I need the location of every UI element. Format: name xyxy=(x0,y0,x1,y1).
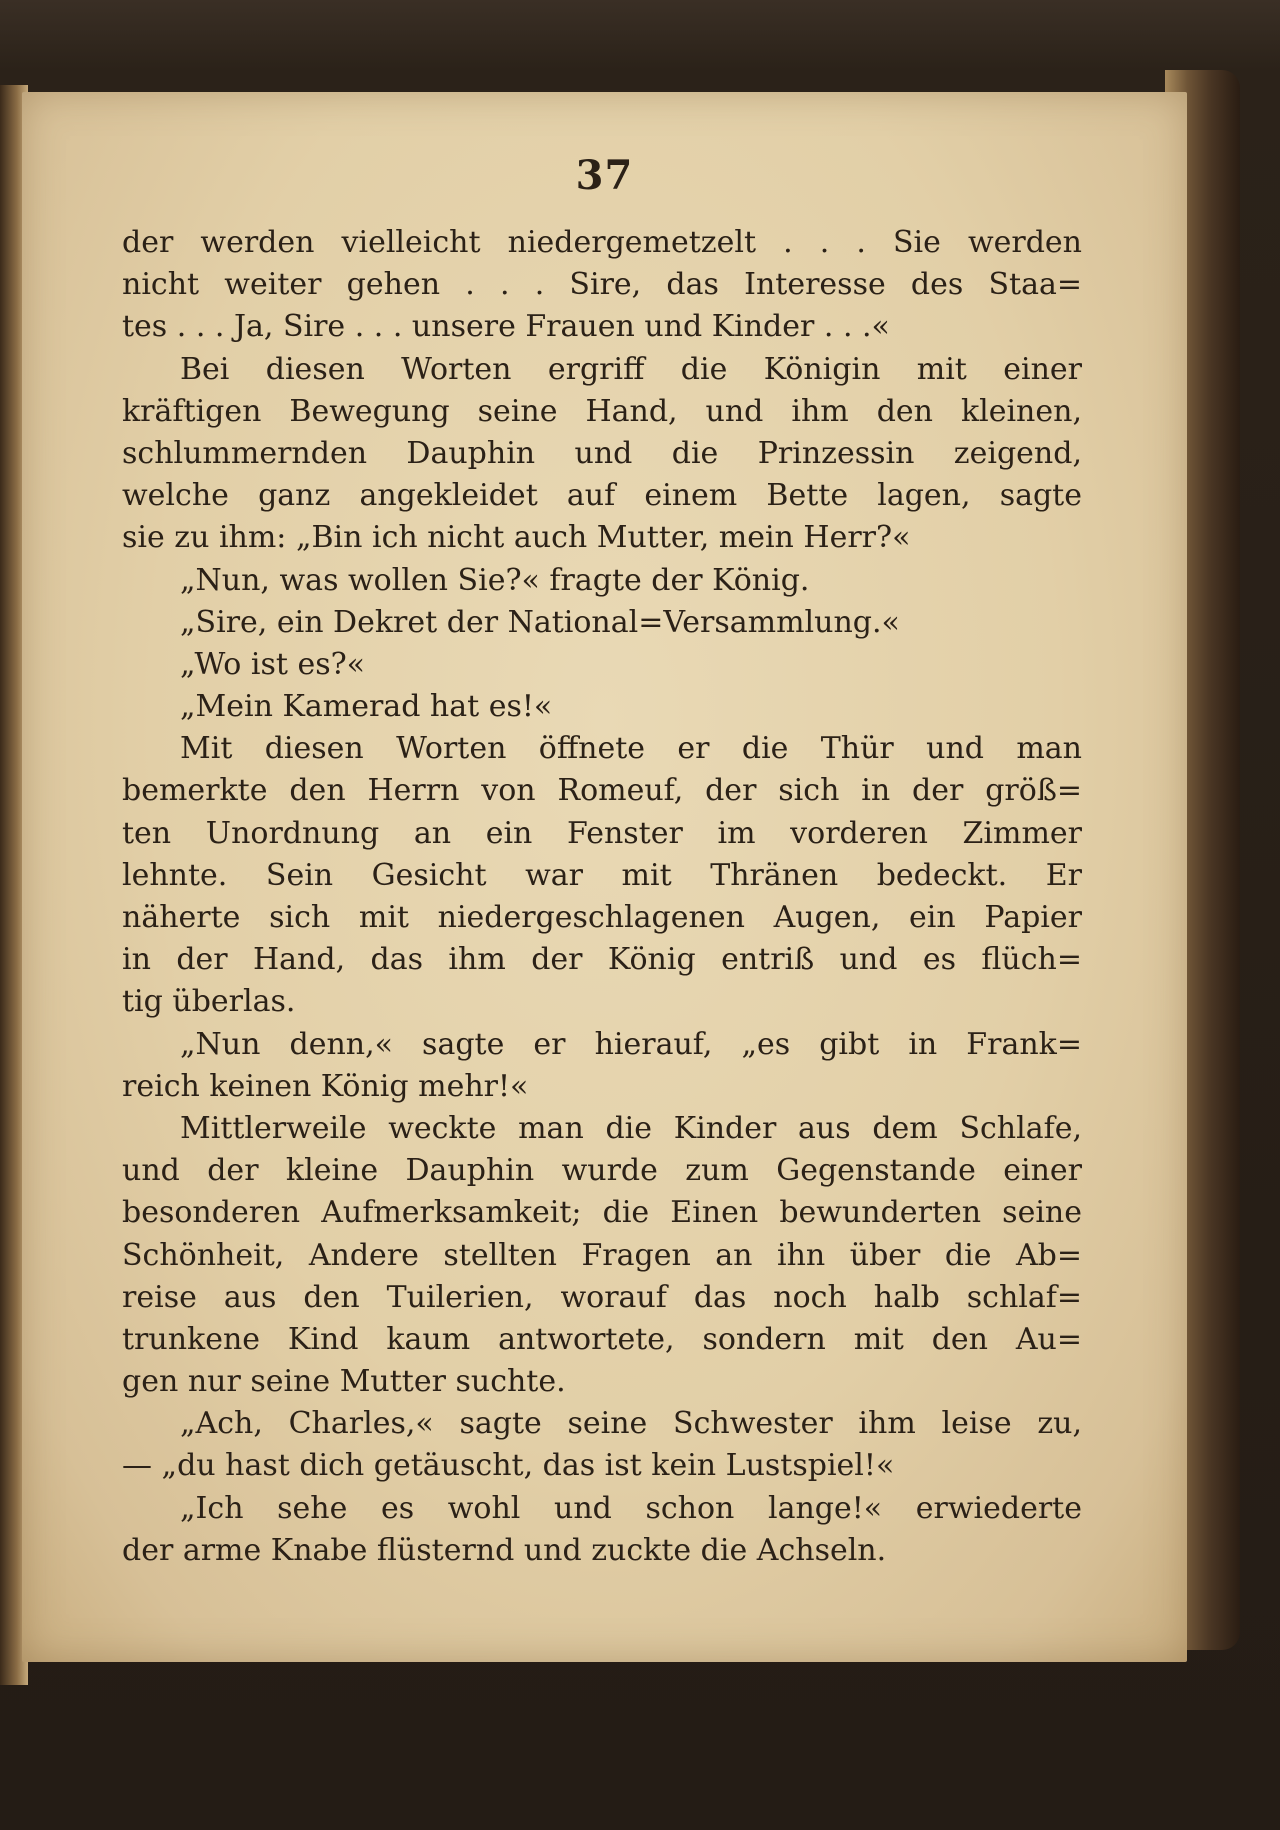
text-line: der werden vielleicht niedergemetzelt . . . Sie werden xyxy=(122,225,1082,260)
book-page xyxy=(22,92,1187,1662)
text-line: reise aus den Tuilerien, worauf das noch halb schlaf= xyxy=(122,1279,1082,1315)
text-line: reich keinen König mehr!« xyxy=(122,1068,529,1104)
text-line: „Ach, Charles,« sagte seine Schwester ihm leise zu, xyxy=(180,1406,1082,1442)
text-line: Mit diesen Worten öffnete er die Thür und man xyxy=(180,731,1082,767)
text-line: „Ich sehe es wohl und schon lange!« erwiederte xyxy=(180,1490,1082,1526)
text-line: tes . . . Ja, Sire . . . unsere Frauen und Kinder . . .« xyxy=(122,309,890,345)
text-line: Mittlerweile weckte man die Kinder aus dem Schlafe, xyxy=(180,1110,1082,1146)
text-line: schlummernden Dauphin und die Prinzessin zeigend, xyxy=(122,435,1082,471)
text-line: nicht weiter gehen . . . Sire, das Interesse des Staa= xyxy=(122,267,1082,303)
text-line: „Mein Kamerad hat es!« xyxy=(180,689,553,725)
text-line: trunkene Kind kaum antwortete, sondern mit den Au= xyxy=(122,1321,1082,1357)
text-line: Bei diesen Worten ergriff die Königin mit einer xyxy=(180,351,1082,387)
text-line: bemerkte den Herrn von Romeuf, der sich in der größ= xyxy=(122,773,1082,809)
text-line: in der Hand, das ihm der König entriß und es flüch= xyxy=(122,942,1082,978)
text-line: besonderen Aufmerksamkeit; die Einen bewunderten seine xyxy=(122,1195,1082,1231)
text-line: „Nun denn,« sagte er hierauf, „es gibt in Frank= xyxy=(180,1026,1082,1062)
text-line: und der kleine Dauphin wurde zum Gegenstande einer xyxy=(122,1153,1082,1189)
text-line: „Nun, was wollen Sie?« fragte der König. xyxy=(180,562,810,598)
text-line: tig überlas. xyxy=(122,984,296,1020)
text-line: der arme Knabe flüsternd und zuckte die Achseln. xyxy=(122,1532,887,1568)
text-line: kräftigen Bewegung seine Hand, und ihm den kleinen, xyxy=(122,393,1082,429)
text-line: „Wo ist es?« xyxy=(180,646,366,682)
text-line: „Sire, ein Dekret der National=Versammlung.« xyxy=(180,604,900,640)
page-number: 37 xyxy=(575,152,634,199)
text-line: näherte sich mit niedergeschlagenen Augen, ein Papier xyxy=(122,900,1082,935)
text-line: ten Unordnung an ein Fenster im vorderen Zimmer xyxy=(122,815,1082,851)
text-line: Schönheit, Andere stellten Fragen an ihn über die Ab= xyxy=(122,1237,1082,1273)
text-line: lehnte. Sein Gesicht war mit Thränen bedeckt. Er xyxy=(122,857,1082,893)
text-line: welche ganz angekleidet auf einem Bette lagen, sagte xyxy=(122,478,1082,514)
text-line: — „du hast dich getäuscht, das ist kein Lustspiel!« xyxy=(122,1448,895,1484)
text-line: gen nur seine Mutter suchte. xyxy=(122,1364,566,1400)
page-text-block xyxy=(122,222,1082,1572)
text-line: sie zu ihm: „Bin ich nicht auch Mutter, mein Herr?« xyxy=(122,520,911,556)
